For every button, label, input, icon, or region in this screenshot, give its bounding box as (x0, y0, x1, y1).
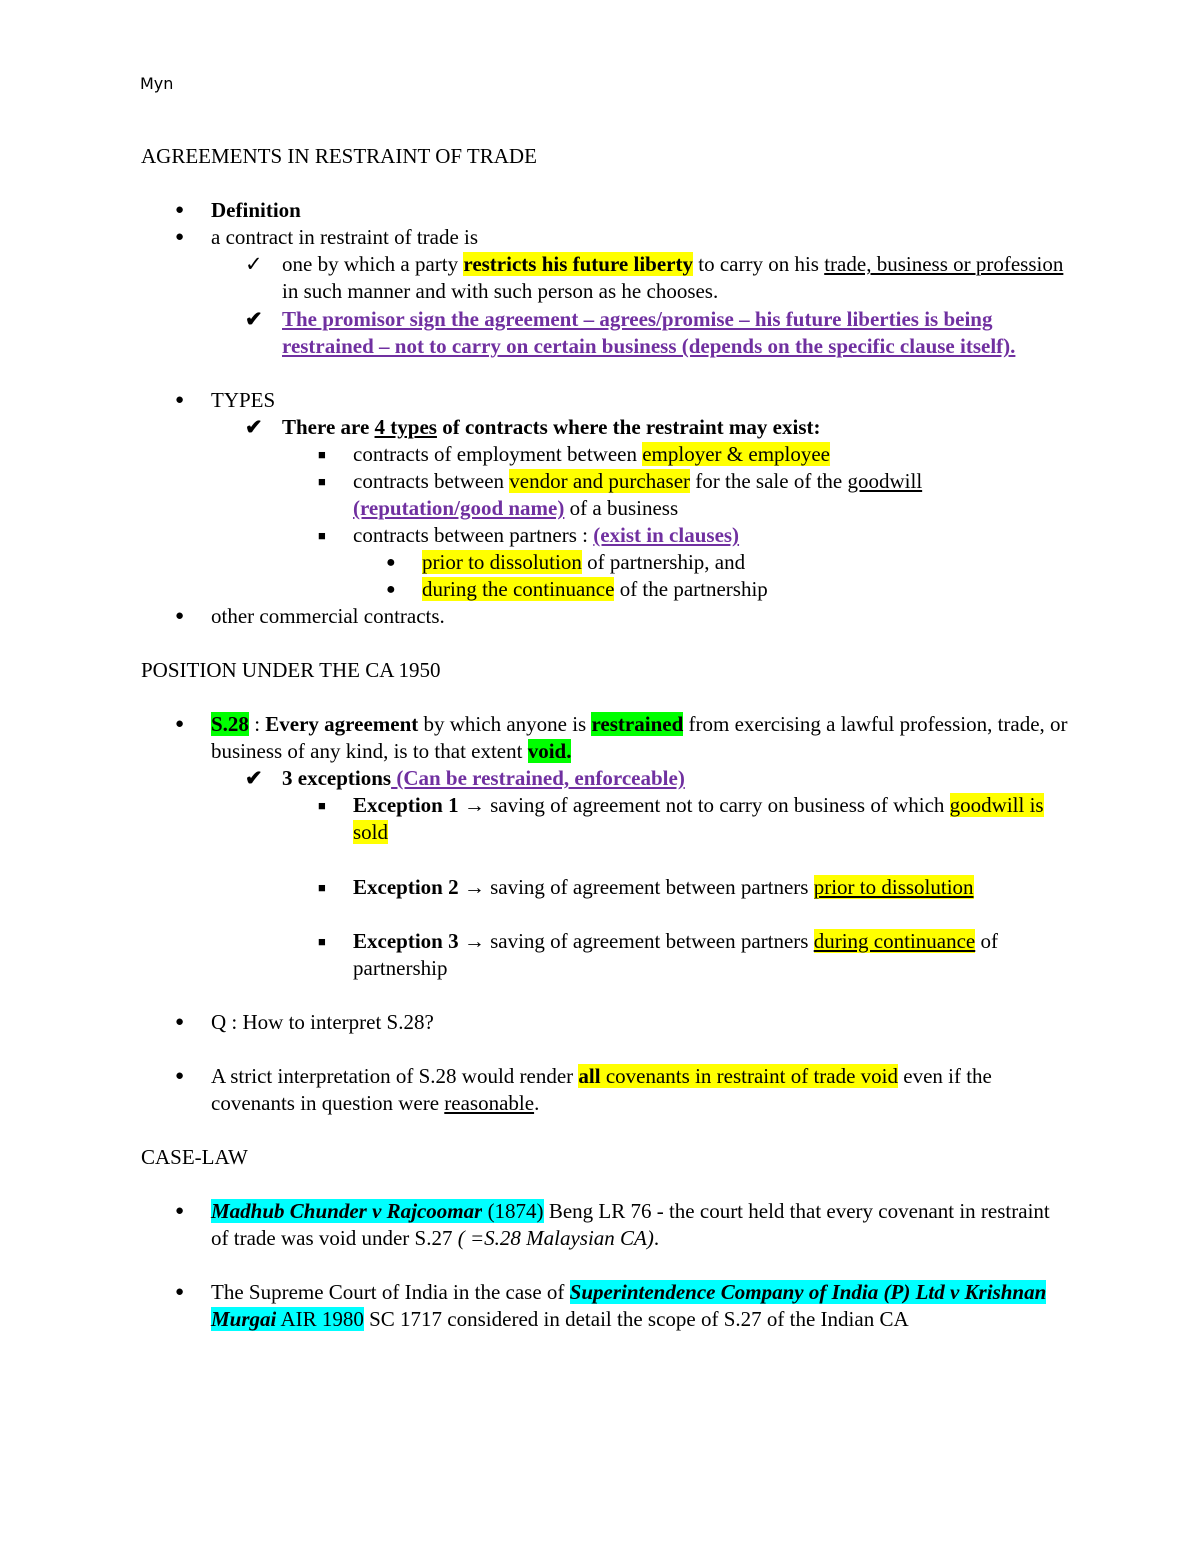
exceptions-title: 3 exceptions (Can be restrained, enforceable) (282, 766, 685, 790)
type-vendor-purchaser: contracts between vendor and purchaser for the sale of the goodwill (reputation/good name) of a business (353, 469, 923, 520)
square-bullet-icon: ■ (318, 934, 326, 949)
section-title-restraint: AGREEMENTS IN RESTRAINT OF TRADE (141, 144, 537, 168)
strict-interpretation-text: A strict interpretation of S.28 would render all covenants in restraint of trade void even if the covenants in question were reasonable. (211, 1064, 992, 1115)
bullet-icon: ● (175, 229, 185, 245)
bullet-icon: ● (386, 581, 396, 598)
checkmark-icon: ✔ (245, 307, 263, 331)
checkmark-icon: ✓ (245, 252, 263, 276)
exception-2: Exception 2 → saving of agreement between partners prior to dissolution (353, 875, 974, 899)
square-bullet-icon: ■ (318, 528, 326, 543)
square-bullet-icon: ■ (318, 798, 326, 813)
arrow-right-icon: → (463, 929, 491, 953)
section-title-case-law: CASE-LAW (141, 1145, 248, 1169)
arrow-right-icon: → (463, 793, 491, 817)
definition-point-1: one by which a party restricts his future liberty to carry on his trade, business or profession in such manner and with such person as he chooses. (282, 252, 1064, 303)
types-label: TYPES (211, 388, 276, 412)
bullet-icon: ● (175, 1284, 185, 1300)
case-madhub: Madhub Chunder v Rajcoomar (1874) Beng LR 76 - the court held that every covenant in restraint of trade was void under S.27 ( =S.28 Malaysian CA). (211, 1199, 1050, 1250)
types-intro: There are 4 types of contracts where the restraint may exist: (282, 415, 821, 439)
partners-continuance: during the continuance of the partnership (422, 577, 768, 601)
exception-3: Exception 3 → saving of agreement between partners during continuance of partnership (353, 929, 998, 980)
section-title-position: POSITION UNDER THE CA 1950 (141, 658, 441, 682)
other-contracts: other commercial contracts. (211, 604, 445, 628)
bullet-icon: ● (386, 554, 396, 571)
bullet-icon: ● (175, 1203, 185, 1219)
definition-point-2: The promisor sign the agreement – agrees/promise – his future liberties is being restrained – not to carry on certain business (depends on the specific clause itself). (282, 307, 1016, 358)
type-employment: contracts of employment between employer & employee (353, 442, 831, 466)
s28-text: S.28 : Every agreement by which anyone is restrained from exercising a lawful profession, trade, or business of any kind, is to that extent void. (211, 712, 1068, 763)
square-bullet-icon: ■ (318, 880, 326, 895)
square-bullet-icon: ■ (318, 447, 326, 462)
square-bullet-icon: ■ (318, 474, 326, 489)
arrow-right-icon: → (463, 875, 491, 899)
case-supreme-court: The Supreme Court of India in the case of Superintendence Company of India (P) Ltd v Krishnan Murgai AIR 1980 SC 1717 considered in detail the scope of S.27 of the Indian CA (211, 1280, 1047, 1331)
checkmark-icon: ✔ (245, 415, 263, 439)
bullet-icon: ● (175, 1014, 185, 1030)
bullet-icon: ● (175, 716, 185, 732)
definition-label: Definition (211, 198, 301, 222)
bullet-icon: ● (175, 1068, 185, 1084)
question-text: Q : How to interpret S.28? (211, 1010, 434, 1034)
checkmark-icon: ✔ (245, 766, 263, 790)
type-partners: contracts between partners : (exist in clauses) (353, 523, 740, 547)
exception-1: Exception 1 → saving of agreement not to carry on business of which goodwill is sold (353, 793, 1044, 844)
bullet-icon: ● (175, 202, 185, 218)
page-header: Myn (140, 74, 174, 93)
bullet-icon: ● (175, 392, 185, 408)
partners-prior-dissolution: prior to dissolution of partnership, and (422, 550, 746, 574)
bullet-icon: ● (175, 608, 185, 624)
contract-is-text: a contract in restraint of trade is (211, 225, 479, 249)
